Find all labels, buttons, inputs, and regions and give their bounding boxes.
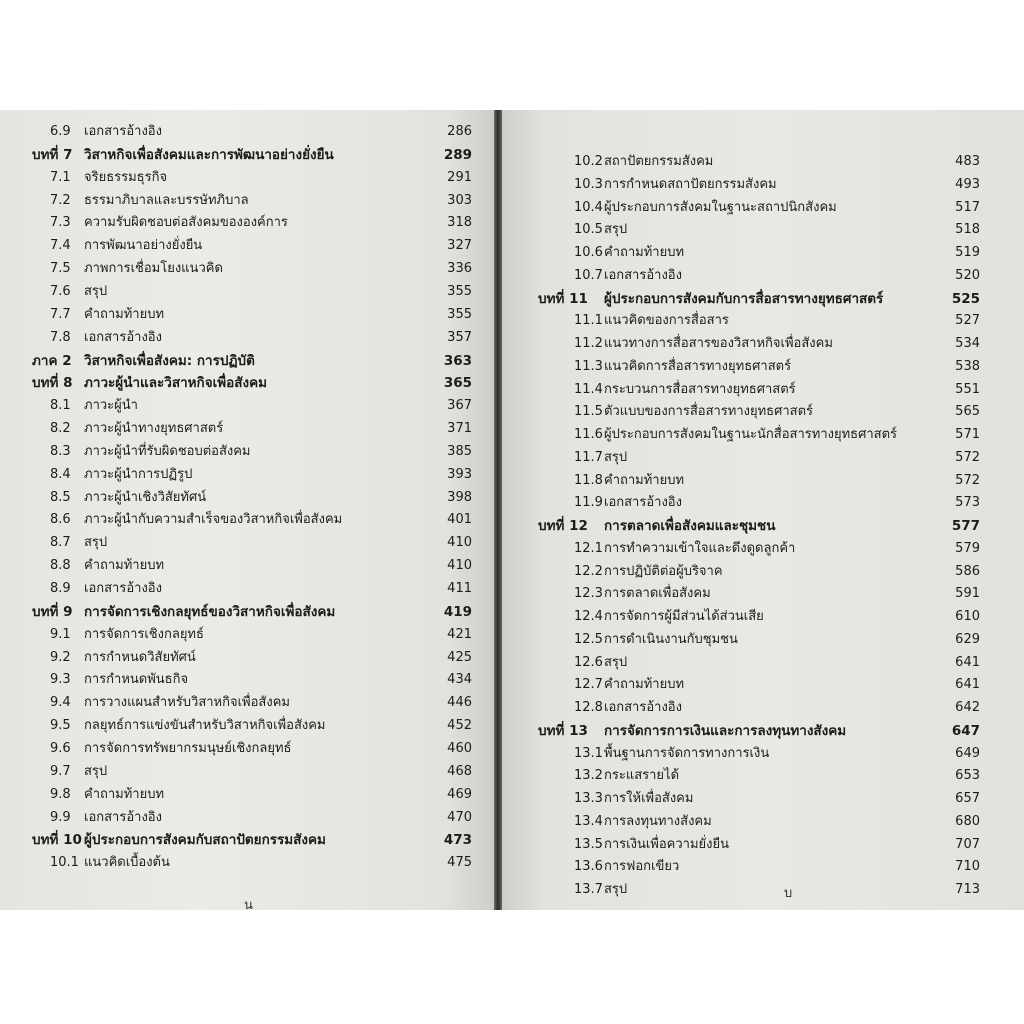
toc-entry-number: 9.1	[50, 626, 71, 642]
toc-section-row	[0, 121, 494, 143]
toc-section-row	[0, 167, 494, 189]
toc-entry-page-number: 393	[447, 466, 472, 482]
toc-section-row	[0, 509, 494, 531]
toc-section-row	[0, 669, 494, 691]
toc-entry-title: การตลาดเพื่อสังคมและชุมชน	[604, 518, 776, 534]
toc-entry-number: 12.2	[574, 563, 603, 579]
toc-entry-page-number: 473	[443, 832, 472, 849]
toc-entry-page-number: 425	[447, 649, 472, 665]
toc-entry-page-number: 577	[951, 518, 980, 534]
toc-entry-number: 11.8	[574, 472, 603, 488]
toc-entry-title: เอกสารอ้างอิง	[84, 809, 162, 825]
toc-entry-title: การให้เพื่อสังคม	[604, 791, 694, 806]
toc-entry-title: เอกสารอ้างอิง	[604, 495, 682, 511]
toc-entry-number: 9.3	[50, 672, 71, 688]
page-folio-right: บ	[784, 886, 793, 901]
toc-entry-page-number: 493	[955, 176, 980, 192]
toc-entry-page-number: 446	[447, 695, 472, 711]
toc-entry-page-number: 573	[955, 495, 980, 511]
toc-entry-page-number: 657	[955, 791, 980, 806]
toc-entry-number: 9.2	[50, 649, 71, 665]
toc-entry-number: 10.1	[50, 855, 79, 871]
toc-entry-number: บทที่ 8	[32, 375, 73, 392]
toc-entry-number: 9.6	[50, 740, 71, 756]
toc-entry-title: ภาวะผู้นำกับความสำเร็จของวิสาหกิจเพื่อสังคม	[84, 512, 343, 528]
toc-entry-title: สรุป	[84, 763, 108, 779]
toc-entry-page-number: 520	[955, 267, 980, 283]
book-gutter	[494, 110, 502, 910]
toc-entry-title: สรุป	[604, 449, 628, 465]
toc-entry-page-number: 410	[447, 535, 472, 551]
toc-entry-page-number: 291	[447, 169, 472, 185]
toc-entry-page-number: 551	[955, 381, 980, 397]
toc-entry-number: 12.4	[574, 609, 603, 624]
toc-section-row	[0, 304, 494, 326]
toc-entry-title: การกำหนดพันธกิจ	[84, 672, 189, 688]
toc-entry-number: 11.1	[574, 313, 603, 329]
toc-entry-title: คำถามท้ายบท	[604, 677, 685, 693]
open-book	[0, 110, 1024, 910]
toc-entry-title: เอกสารอ้างอิง	[84, 124, 162, 139]
toc-entry-page-number: 586	[955, 563, 980, 579]
toc-entry-page-number: 713	[955, 882, 980, 897]
toc-entry-page-number: 460	[447, 740, 472, 756]
toc-entry-title: คำถามท้ายบท	[604, 245, 685, 260]
toc-section-row	[502, 242, 1024, 264]
toc-entry-page-number: 385	[447, 443, 472, 459]
toc-entry-page-number: 525	[951, 290, 980, 307]
toc-entry-title: ภาพการเชื่อมโยงแนวคิด	[84, 261, 223, 277]
toc-chapter-row	[502, 720, 1024, 742]
toc-entry-page-number: 579	[955, 540, 980, 556]
toc-section-row	[502, 606, 1024, 628]
toc-section-row	[0, 578, 494, 600]
toc-entry-title: แนวคิดของการสื่อสาร	[604, 313, 729, 329]
toc-section-row	[0, 258, 494, 280]
toc-entry-number: บทที่ 9	[32, 603, 73, 620]
toc-entry-title: แนวทางการสื่อสารของวิสาหกิจเพื่อสังคม	[604, 336, 833, 351]
toc-chapter-row	[0, 829, 494, 851]
toc-entry-number: 13.3	[574, 791, 603, 806]
toc-entry-page-number: 538	[955, 358, 980, 374]
toc-section-row	[0, 784, 494, 806]
toc-section-row	[502, 151, 1024, 173]
toc-entry-title: ผู้ประกอบการสังคมกับสถาปัตยกรรมสังคม	[84, 832, 326, 849]
toc-entry-page-number: 468	[447, 763, 472, 779]
toc-entry-page-number: 710	[955, 859, 980, 875]
toc-entry-number: 9.7	[50, 763, 71, 779]
toc-entry-page-number: 642	[955, 700, 980, 715]
toc-entry-number: 13.1	[574, 745, 603, 761]
toc-entry-number: 7.8	[50, 329, 71, 345]
toc-entry-page-number: 371	[447, 421, 472, 437]
toc-entry-number: 11.4	[574, 381, 603, 397]
toc-section-row	[502, 834, 1024, 856]
toc-entry-title: การพัฒนาอย่างยั่งยืน	[84, 238, 203, 254]
toc-section-row	[502, 856, 1024, 878]
toc-entry-page-number: 653	[955, 768, 980, 784]
toc-section-row	[502, 333, 1024, 355]
toc-entry-number: 10.4	[574, 199, 603, 215]
toc-entry-number: 8.6	[50, 512, 71, 528]
toc-entry-title: การทำความเข้าใจและดึงดูดลูกค้า	[604, 540, 796, 556]
toc-entry-number: บทที่ 12	[538, 518, 588, 534]
toc-entry-title: ภาวะผู้นำทางยุทธศาสตร์	[84, 421, 224, 437]
toc-entry-number: 7.4	[50, 238, 71, 254]
toc-entry-title: คำถามท้ายบท	[84, 558, 165, 574]
toc-entry-title: การวางแผนสำหรับวิสาหกิจเพื่อสังคม	[84, 695, 290, 711]
toc-entry-title: สรุป	[84, 535, 108, 551]
toc-entry-page-number: 286	[447, 124, 472, 139]
toc-entry-page-number: 629	[955, 631, 980, 647]
toc-section-row	[0, 395, 494, 417]
toc-entry-number: บทที่ 7	[32, 146, 73, 163]
toc-section-row	[0, 692, 494, 714]
toc-entry-title: การจัดการผู้มีส่วนได้ส่วนเสีย	[604, 609, 764, 624]
toc-section-row	[0, 327, 494, 349]
toc-entry-page-number: 483	[955, 154, 980, 169]
toc-entry-page-number: 517	[955, 199, 980, 215]
toc-entry-number: 7.2	[50, 192, 71, 208]
toc-section-row	[0, 212, 494, 234]
toc-section-row	[0, 190, 494, 212]
toc-entry-page-number: 610	[955, 609, 980, 624]
toc-entry-title: สรุป	[604, 882, 628, 897]
toc-chapter-row	[0, 601, 494, 623]
toc-entry-number: บทที่ 10	[32, 832, 82, 849]
toc-entry-number: 9.8	[50, 786, 71, 802]
toc-entry-page-number: 572	[955, 449, 980, 465]
toc-entry-page-number: 355	[447, 306, 472, 322]
toc-entry-title: ผู้ประกอบการสังคมในฐานะสถาปนิกสังคม	[604, 199, 837, 215]
toc-entry-number: 8.9	[50, 581, 71, 596]
toc-section-row	[502, 561, 1024, 583]
toc-entry-number: บทที่ 13	[538, 722, 588, 739]
toc-entry-page-number: 411	[447, 581, 472, 596]
toc-entry-title: การลงทุนทางสังคม	[604, 813, 712, 829]
toc-entry-title: กระบวนการสื่อสารทางยุทธศาสตร์	[604, 381, 796, 397]
toc-entry-title: การฟอกเขียว	[604, 859, 680, 875]
toc-entry-page-number: 534	[955, 336, 980, 351]
toc-entry-page-number: 518	[955, 222, 980, 238]
toc-entry-page-number: 327	[447, 238, 472, 254]
toc-section-row	[502, 538, 1024, 560]
toc-entry-page-number: 649	[955, 745, 980, 761]
toc-section-row	[0, 555, 494, 577]
toc-entry-page-number: 303	[447, 192, 472, 208]
toc-entry-number: 12.8	[574, 700, 603, 715]
toc-entry-title: ภาวะผู้นำการปฏิรูป	[84, 466, 193, 482]
toc-section-row	[502, 356, 1024, 378]
toc-section-row	[502, 310, 1024, 332]
toc-entry-title: การปฏิบัติต่อผู้บริจาค	[604, 563, 723, 579]
toc-section-row	[502, 811, 1024, 833]
toc-entry-number: 7.5	[50, 261, 71, 277]
toc-entry-page-number: 647	[951, 722, 980, 739]
toc-entry-page-number: 572	[955, 472, 980, 488]
toc-entry-page-number: 410	[447, 558, 472, 574]
toc-entry-title: ธรรมาภิบาลและบรรษัทภิบาล	[84, 192, 249, 208]
toc-entry-number: 8.2	[50, 421, 71, 437]
toc-entry-title: ภาวะผู้นำเชิงวิสัยทัศน์	[84, 489, 207, 505]
toc-chapter-row	[502, 288, 1024, 310]
toc-entry-title: วิสาหกิจเพื่อสังคม: การปฏิบัติ	[84, 352, 255, 369]
toc-entry-page-number: 452	[447, 718, 472, 734]
toc-section-row	[502, 401, 1024, 423]
toc-entry-number: 11.2	[574, 336, 603, 351]
toc-section-row	[0, 647, 494, 669]
toc-entry-title: สรุป	[604, 654, 628, 670]
toc-section-row	[502, 379, 1024, 401]
toc-entry-page-number: 470	[447, 809, 472, 825]
toc-entry-number: 11.3	[574, 358, 603, 374]
toc-section-row	[0, 738, 494, 760]
toc-entry-number: 13.7	[574, 882, 603, 897]
toc-section-row	[0, 281, 494, 303]
right-page	[502, 110, 1024, 910]
toc-entry-title: สรุป	[84, 283, 108, 299]
toc-entry-page-number: 527	[955, 313, 980, 329]
toc-entry-number: 9.4	[50, 695, 71, 711]
toc-entry-page-number: 365	[443, 375, 472, 392]
toc-entry-title: กระแสรายได้	[604, 768, 680, 784]
toc-entry-number: 9.9	[50, 809, 71, 825]
toc-entry-title: สถาปัตยกรรมสังคม	[604, 154, 714, 169]
toc-entry-title: พื้นฐานการจัดการทางการเงิน	[604, 745, 770, 761]
toc-section-row	[502, 765, 1024, 787]
toc-chapter-row	[0, 350, 494, 372]
toc-entry-title: สรุป	[604, 222, 628, 238]
toc-entry-page-number: 363	[443, 352, 472, 369]
toc-entry-title: การจัดการเชิงกลยุทธ์	[84, 626, 204, 642]
toc-entry-number: 7.3	[50, 215, 71, 231]
toc-entry-number: 12.6	[574, 654, 603, 670]
toc-entry-title: ภาวะผู้นำ	[84, 398, 138, 414]
toc-entry-number: 13.5	[574, 836, 603, 852]
toc-section-row	[502, 265, 1024, 287]
toc-entry-title: การจัดการเชิงกลยุทธ์ของวิสาหกิจเพื่อสังคม	[84, 603, 336, 620]
toc-entry-page-number: 421	[447, 626, 472, 642]
toc-entry-title: การจัดการการเงินและการลงทุนทางสังคม	[604, 722, 847, 739]
toc-entry-page-number: 565	[955, 404, 980, 420]
toc-section-row	[0, 715, 494, 737]
toc-entry-title: การตลาดเพื่อสังคม	[604, 586, 711, 602]
toc-entry-number: 13.4	[574, 813, 603, 829]
toc-section-row	[502, 788, 1024, 810]
toc-entry-number: 13.2	[574, 768, 603, 784]
toc-entry-title: ผู้ประกอบการสังคมกับการสื่อสารทางยุทธศาสตร์	[604, 290, 884, 307]
toc-entry-number: 8.1	[50, 398, 71, 414]
toc-section-row	[0, 532, 494, 554]
toc-section-row	[502, 197, 1024, 219]
toc-section-row	[0, 761, 494, 783]
toc-entry-page-number: 571	[955, 427, 980, 442]
toc-section-row	[502, 697, 1024, 719]
toc-entry-number: 11.6	[574, 427, 603, 442]
toc-chapter-row	[502, 515, 1024, 537]
toc-entry-page-number: 367	[447, 398, 472, 414]
toc-section-row	[0, 441, 494, 463]
toc-entry-title: ภาวะผู้นำและวิสาหกิจเพื่อสังคม	[84, 375, 268, 392]
toc-section-row	[502, 174, 1024, 196]
toc-entry-page-number: 398	[447, 489, 472, 505]
toc-entry-number: 10.2	[574, 154, 603, 169]
toc-entry-title: คำถามท้ายบท	[84, 306, 165, 322]
toc-entry-page-number: 641	[955, 654, 980, 670]
toc-entry-title: เอกสารอ้างอิง	[84, 581, 162, 596]
toc-entry-title: คำถามท้ายบท	[604, 472, 685, 488]
toc-entry-page-number: 434	[447, 672, 472, 688]
toc-section-row	[502, 879, 1024, 901]
toc-entry-page-number: 707	[955, 836, 980, 852]
toc-section-row	[0, 807, 494, 829]
toc-section-row	[0, 235, 494, 257]
toc-entry-title: ภาวะผู้นำที่รับผิดชอบต่อสังคม	[84, 443, 251, 459]
toc-entry-number: 8.8	[50, 558, 71, 574]
toc-section-row	[0, 852, 494, 874]
toc-entry-page-number: 357	[447, 329, 472, 345]
toc-entry-number: 7.7	[50, 306, 71, 322]
toc-entry-page-number: 469	[447, 786, 472, 802]
toc-entry-title: เอกสารอ้างอิง	[604, 267, 682, 283]
toc-entry-number: 12.7	[574, 677, 603, 693]
toc-entry-number: 7.6	[50, 283, 71, 299]
toc-entry-number: 8.3	[50, 443, 71, 459]
toc-entry-title: การเงินเพื่อความยั่งยืน	[604, 836, 729, 852]
toc-entry-title: การกำหนดสถาปัตยกรรมสังคม	[604, 176, 777, 192]
toc-entry-number: บทที่ 11	[538, 290, 588, 307]
toc-chapter-row	[0, 144, 494, 166]
toc-section-row	[502, 492, 1024, 514]
toc-section-row	[502, 674, 1024, 696]
toc-section-row	[502, 447, 1024, 469]
toc-entry-number: 10.5	[574, 222, 603, 238]
toc-entry-title: กลยุทธ์การแข่งขันสำหรับวิสาหกิจเพื่อสังคม	[84, 718, 326, 734]
toc-section-row	[502, 470, 1024, 492]
toc-entry-title: แนวคิดเบื้องต้น	[84, 855, 170, 871]
toc-section-row	[0, 624, 494, 646]
toc-entry-title: เอกสารอ้างอิง	[84, 329, 162, 345]
toc-entry-page-number: 318	[447, 215, 472, 231]
toc-entry-page-number: 680	[955, 813, 980, 829]
toc-chapter-row	[0, 372, 494, 394]
toc-entry-number: 8.5	[50, 489, 71, 505]
toc-entry-number: 12.5	[574, 631, 603, 647]
toc-section-row	[502, 629, 1024, 651]
page-folio-left: น	[244, 898, 253, 910]
toc-entry-page-number: 419	[443, 603, 472, 620]
toc-entry-title: วิสาหกิจเพื่อสังคมและการพัฒนาอย่างยั่งยืน	[84, 146, 334, 163]
toc-entry-number: 10.6	[574, 245, 603, 260]
toc-entry-title: การกำหนดวิสัยทัศน์	[84, 649, 196, 665]
left-page	[0, 110, 494, 910]
toc-entry-number: 8.4	[50, 466, 71, 482]
toc-entry-title: การดำเนินงานกับชุมชน	[604, 631, 738, 647]
toc-section-row	[502, 219, 1024, 241]
toc-section-row	[502, 424, 1024, 446]
toc-entry-number: 13.6	[574, 859, 603, 875]
toc-entry-number: 11.7	[574, 449, 603, 465]
toc-entry-number: 11.9	[574, 495, 603, 511]
toc-entry-number: 6.9	[50, 124, 71, 139]
toc-entry-page-number: 591	[955, 586, 980, 602]
toc-entry-page-number: 475	[447, 855, 472, 871]
toc-entry-title: ผู้ประกอบการสังคมในฐานะนักสื่อสารทางยุทธศาสตร์	[604, 427, 898, 442]
toc-entry-title: เอกสารอ้างอิง	[604, 700, 682, 715]
toc-entry-title: การจัดการทรัพยากรมนุษย์เชิงกลยุทธ์	[84, 740, 292, 756]
toc-entry-number: 8.7	[50, 535, 71, 551]
toc-entry-title: จริยธรรมธุรกิจ	[84, 169, 168, 185]
toc-entry-title: ตัวแบบของการสื่อสารทางยุทธศาสตร์	[604, 404, 814, 420]
toc-section-row	[502, 583, 1024, 605]
toc-section-row	[0, 464, 494, 486]
toc-entry-page-number: 401	[447, 512, 472, 528]
toc-entry-page-number: 355	[447, 283, 472, 299]
toc-entry-title: ความรับผิดชอบต่อสังคมขององค์การ	[84, 215, 288, 231]
toc-entry-page-number: 519	[955, 245, 980, 260]
toc-entry-number: 10.3	[574, 176, 603, 192]
toc-entry-number: 12.1	[574, 540, 603, 556]
toc-entry-number: 11.5	[574, 404, 603, 420]
toc-entry-number: 12.3	[574, 586, 603, 602]
toc-section-row	[0, 418, 494, 440]
toc-entry-number: 9.5	[50, 718, 71, 734]
toc-section-row	[502, 743, 1024, 765]
toc-entry-number: ภาค 2	[32, 352, 72, 369]
toc-entry-title: แนวคิดการสื่อสารทางยุทธศาสตร์	[604, 358, 792, 374]
toc-section-row	[0, 487, 494, 509]
toc-entry-number: 7.1	[50, 169, 71, 185]
toc-entry-page-number: 336	[447, 261, 472, 277]
toc-section-row	[502, 652, 1024, 674]
toc-entry-number: 10.7	[574, 267, 603, 283]
toc-entry-page-number: 641	[955, 677, 980, 693]
toc-entry-page-number: 289	[443, 146, 472, 163]
toc-entry-title: คำถามท้ายบท	[84, 786, 165, 802]
